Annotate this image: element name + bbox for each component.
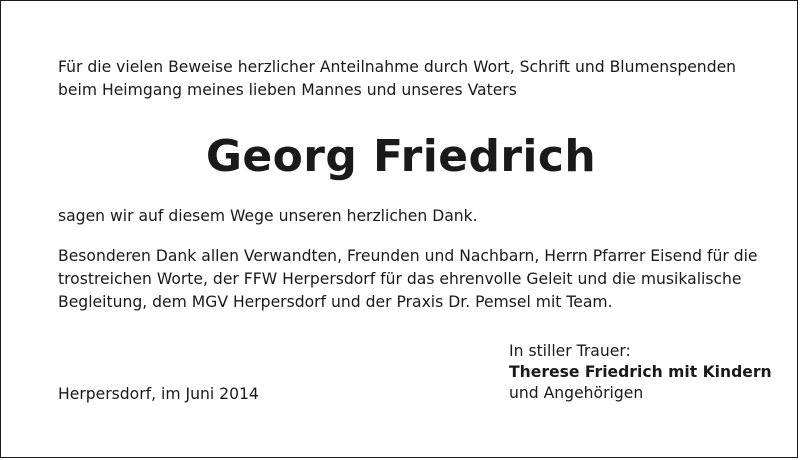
intro-text <box>58 56 736 102</box>
special-thanks-line-3: Begleitung, dem MGV Herpersdorf und der Praxis Dr. Pemsel mit Team. <box>58 293 613 311</box>
deceased-name: Georg Friedrich <box>205 131 597 182</box>
signature-family: Therese Friedrich mit Kindern <box>509 363 772 381</box>
signature-heading: In stiller Trauer: <box>509 342 631 360</box>
signature-relatives: und Angehörigen <box>509 384 644 402</box>
thanks-text: sagen wir auf diesem Wege unseren herzlichen Dank. <box>58 207 478 225</box>
signature-block <box>509 341 772 404</box>
intro-line-2: beim Heimgang meines lieben Mannes und unseres Vaters <box>58 81 517 99</box>
intro-line-1: Für die vielen Beweise herzlicher Anteilnahme durch Wort, Schrift und Blumenspenden <box>58 58 737 76</box>
place-date: Herpersdorf, im Juni 2014 <box>58 385 259 403</box>
special-thanks-line-1: Besonderen Dank allen Verwandten, Freunden und Nachbarn, Herrn Pfarrer Eisend für die <box>58 247 758 265</box>
special-thanks-text <box>58 245 758 314</box>
special-thanks-line-2: trostreichen Worte, der FFW Herpersdorf für das ehrenvolle Geleit und die musikalische <box>58 270 742 288</box>
